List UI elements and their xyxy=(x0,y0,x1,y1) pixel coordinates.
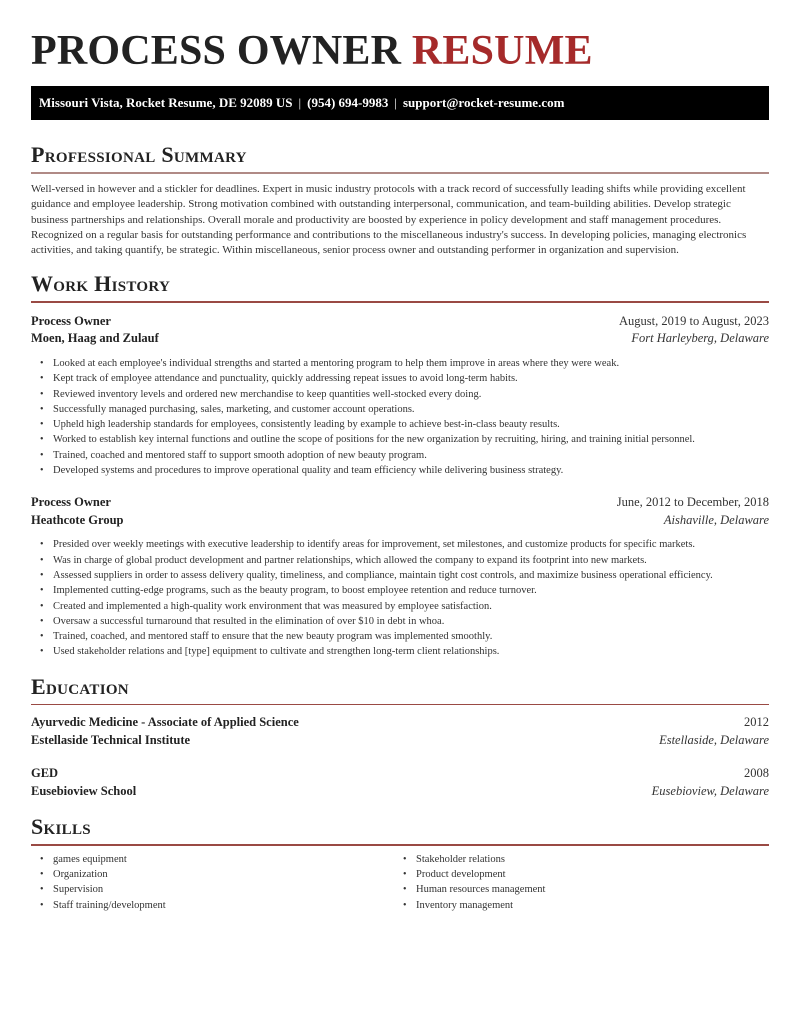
section-divider xyxy=(31,704,769,706)
list-item: • Upheld high leadership standards for employees, consistently leading by example to achieve best-in-class beauty results. xyxy=(40,417,769,432)
list-item: • Assessed suppliers in order to assess delivery quality, timeliness, and compliance, maintain tight cost controls, and maximize business operational efficiency. xyxy=(40,568,769,583)
section-divider xyxy=(31,844,769,846)
skill-item: • Inventory management xyxy=(403,898,757,913)
list-item: • Implemented cutting-edge programs, such as the beauty program, to boost employee retention and reduce turnover. xyxy=(40,583,769,598)
job-entry xyxy=(31,494,769,659)
section-heading-summary: Professional Summary xyxy=(31,142,247,167)
job-company: Heathcote Group xyxy=(31,512,124,527)
job-bullets xyxy=(31,356,769,478)
summary-text: Well-versed in however and a stickler for deadlines. Expert in music industry protocols with a track record of successfully leading shifts while providing excellent guidance and employee leadership. Strong motivation combined with outstanding interpersonal, communication, and team-building abilities. Develop strategic business partnerships and relationships. Overall morale and productivity are boosted by experience in policy development and staff management procedures. Recognized on a regular basis for outstanding performance and contributions to the miscellaneous industry's success. In developing policies, managing electronics activities, and taking quantify, be strategic. Within miscellaneous, senior process owner and outstanding performer in organization and supervision. xyxy=(31,183,747,257)
school-location: Estellaside, Delaware xyxy=(659,732,769,747)
title-accent: RESUME xyxy=(411,28,593,74)
job-entry xyxy=(31,313,769,478)
list-item: • Presided over weekly meetings with executive leadership to identify areas for improvement, set milestones, and customize products for specific markets. xyxy=(40,537,769,552)
education-entry xyxy=(31,714,769,749)
work-history-section xyxy=(31,271,769,659)
school: Eusebioview School xyxy=(31,783,137,798)
skill-item: • Product development xyxy=(403,867,757,882)
skill-item: • Staff training/development xyxy=(40,898,394,913)
list-item: • Trained, coached and mentored staff to support smooth adoption of new beauty program. xyxy=(40,448,769,463)
list-item: • Oversaw a successful turnaround that resulted in the elimination of over $10 in debt in whoa. xyxy=(40,614,769,629)
contact-separator: | xyxy=(298,95,302,110)
list-item: • Looked at each employee's individual strengths and started a mentoring program to help them improve in areas where they were weak. xyxy=(40,356,769,371)
skills-columns xyxy=(31,852,769,913)
skill-item: • Supervision xyxy=(40,882,394,897)
skills-list-right xyxy=(394,852,757,913)
title-main: PROCESS OWNER xyxy=(31,28,402,74)
job-dates: August, 2019 to August, 2023 xyxy=(618,313,769,328)
resume-title xyxy=(31,0,769,86)
contact-phone: (954) 694-9983 xyxy=(307,95,389,110)
skill-item: • Human resources management xyxy=(403,882,757,897)
list-item: • Worked to establish key internal functions and outline the scope of positions for the new organization by recruiting, hiring, and training initial personnel. xyxy=(40,432,769,447)
list-item: • Successfully managed purchasing, sales, marketing, and customer account operations. xyxy=(40,402,769,417)
section-heading-work-history: Work History xyxy=(31,271,171,297)
list-item: • Used stakeholder relations and [type] equipment to cultivate and strengthen long-term client relationships. xyxy=(40,644,769,659)
school-location: Eusebioview, Delaware xyxy=(651,783,769,798)
education-section xyxy=(31,674,769,801)
job-company: Moen, Haag and Zulauf xyxy=(31,331,159,346)
contact-separator: | xyxy=(394,95,397,110)
list-item: • Reviewed inventory levels and ordered new merchandise to keep quantities well-stocked every doing. xyxy=(40,387,769,402)
contact-email[interactable]: support@rocket-resume.com xyxy=(402,95,565,110)
skill-item: • Organization xyxy=(40,867,394,882)
school: Estellaside Technical Institute xyxy=(31,732,191,747)
list-item: • Kept track of employee attendance and punctuality, quickly addressing repeat issues to avoid long-term habits. xyxy=(40,371,769,386)
job-dates: June, 2012 to December, 2018 xyxy=(616,495,769,510)
section-divider xyxy=(31,172,769,174)
job-bullets xyxy=(31,537,769,659)
summary-section xyxy=(31,142,769,258)
degree: Ayurvedic Medicine - Associate of Applied Science xyxy=(31,715,299,730)
section-divider xyxy=(31,301,769,303)
list-item: • Developed systems and procedures to improve operational quality and team efficiency while delivering business strategy. xyxy=(40,463,769,478)
contact-bar xyxy=(31,86,769,120)
skills-list-left xyxy=(31,852,394,913)
list-item: • Was in charge of global product development and partner relationships, which allowed the company to expand its footprint into new markets. xyxy=(40,553,769,568)
job-title: Process Owner xyxy=(31,495,111,510)
list-item: • Trained, coached, and mentored staff to ensure that the new beauty program was implemented smoothly. xyxy=(40,629,769,644)
education-entry xyxy=(31,765,769,800)
list-item: • Created and implemented a high-quality work environment that was measured by employee satisfaction. xyxy=(40,599,769,614)
job-location: Aishaville, Delaware xyxy=(663,512,769,527)
skill-item: • Stakeholder relations xyxy=(403,852,757,867)
section-heading-skills: Skills xyxy=(31,814,91,840)
graduation-year: 2012 xyxy=(744,715,769,730)
job-location: Fort Harleyberg, Delaware xyxy=(631,331,769,346)
job-title: Process Owner xyxy=(31,313,111,328)
contact-address: Missouri Vista, Rocket Resume, DE 92089 US xyxy=(39,95,293,110)
skills-section xyxy=(31,814,769,913)
graduation-year: 2008 xyxy=(744,766,769,781)
degree: GED xyxy=(31,766,59,781)
skill-item: • games equipment xyxy=(40,852,394,867)
section-heading-education: Education xyxy=(31,673,129,699)
